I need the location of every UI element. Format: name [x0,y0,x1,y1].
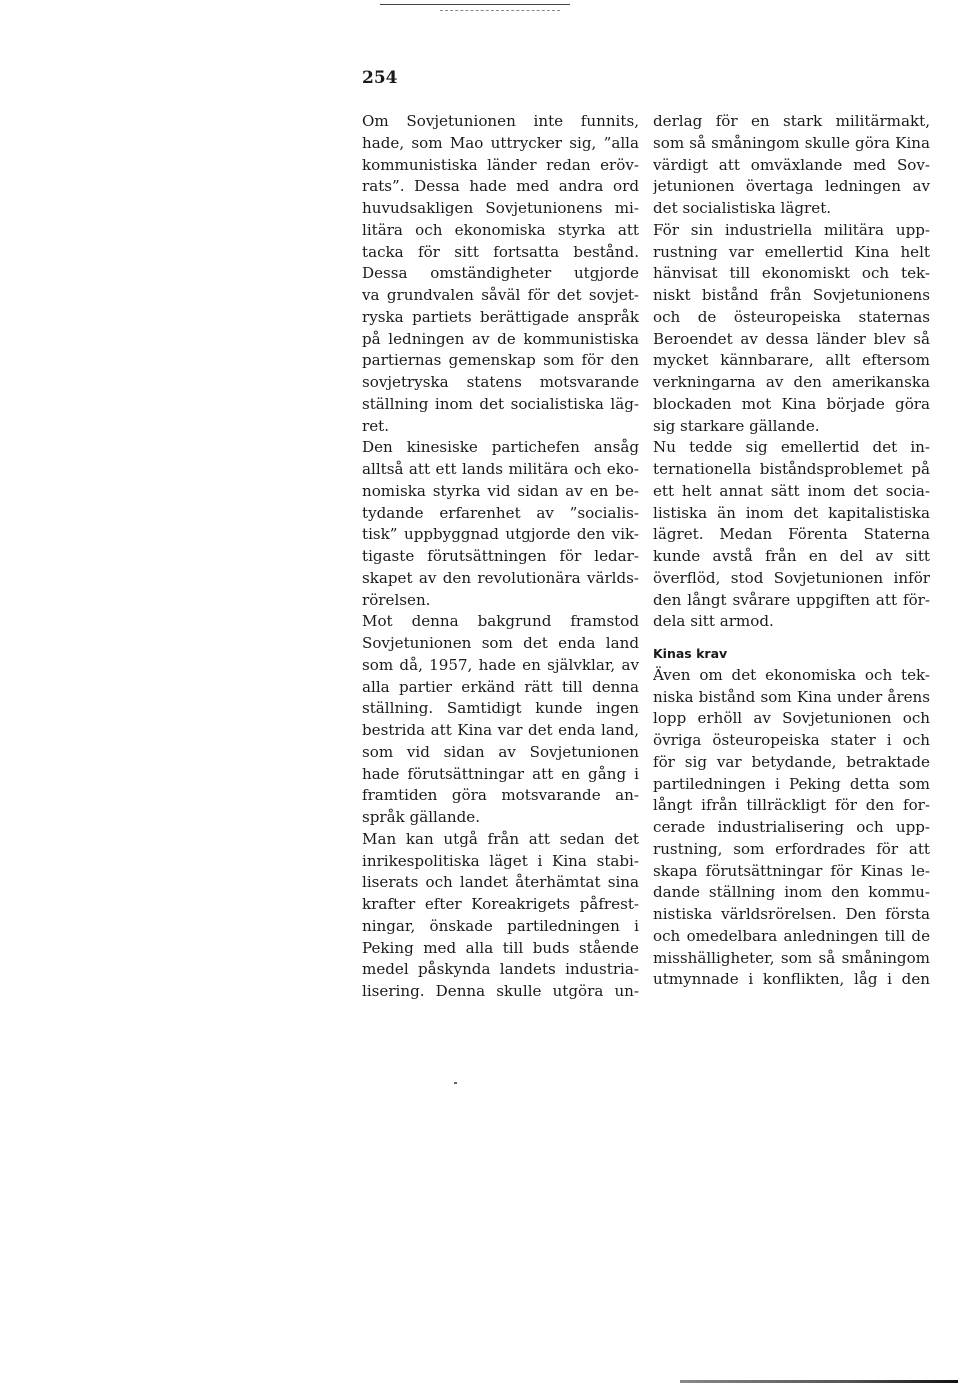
text-line: kommunistiska länder redan eröv- [362,155,639,174]
text-line: hade förutsättningar att en gång i [362,764,639,783]
text-line: den långt svårare uppgiften att för- [653,590,930,609]
text-line: Även om det ekonomiska och tek- [653,665,930,684]
text-line: blockaden mot Kina började göra [653,394,930,413]
text-line: Mot denna bakgrund framstod [362,612,639,631]
text-line: som vid sidan av Sovjetunionen [362,742,639,761]
text-line: skapa förutsättningar för Kinas le- [653,861,930,880]
text-line: på ledningen av de kommunistiska [362,329,639,348]
text-line: utmynnade i konflikten, låg i den [653,970,930,989]
text-line: cerade industrialisering och upp- [653,818,930,836]
text-line: dande ställning inom den kommu- [653,883,930,902]
top-scan-rule-faint [440,10,560,11]
text-line: niska bistånd som Kina under årens [653,687,930,706]
text-line: lisering. Denna skulle utgöra un- [362,982,639,1000]
text-line: tydande erfarenhet av ”socialis- [362,503,639,522]
text-line: värdigt att omväxlande med Sov- [653,155,930,174]
text-line: språk gällande. [362,808,480,826]
text-line: kunde avstå från en del av sitt [653,547,930,565]
text-line: listiska än inom det kapitalistiska [653,503,930,522]
text-line: För sin industriella militära upp- [653,220,930,239]
text-line: derlag för en stark militärmakt, [653,112,930,130]
scan-speck [454,1082,457,1084]
text-line: liserats och landet återhämtat sina [362,873,639,892]
text-line: ställning. Samtidigt kunde ingen [362,699,639,718]
text-line: bestrida att Kina var det enda land, [362,721,639,739]
text-line: Beroendet av dessa länder blev så [653,329,930,348]
text-line: misshälligheter, som så småningom [653,948,930,967]
text-line: mycket kännbarare, allt eftersom [653,351,930,370]
text-line: Den kinesiske partichefen ansåg [362,438,639,457]
text-line: framtiden göra motsvarande an- [362,786,639,805]
text-line: tacka för sitt fortsatta bestånd. [362,242,639,261]
text-line: överflöd, stod Sovjetunionen inför [653,568,930,587]
section-heading: Kinas krav [653,646,728,661]
text-line: va grundvalen såväl för det sovjet- [362,286,639,304]
text-line: rustning var emellertid Kina helt [653,242,930,261]
text-line: hade, som Mao uttrycker sig, ”alla [362,133,639,152]
text-line: skapet av den revolutionära världs- [362,568,639,587]
text-line: sovjetryska statens motsvarande [362,373,639,391]
top-scan-rule [380,4,570,5]
text-line: Om Sovjetunionen inte funnits, [362,112,639,130]
text-line: alltså att ett lands militära och eko- [362,460,639,478]
text-line: tisk” uppbyggnad utgjorde den vik- [362,525,639,544]
text-line: ett helt annat sätt inom det socia- [653,481,930,500]
text-line: medel påskynda landets industria- [362,960,639,979]
text-line: ret. [362,416,390,435]
text-line: ternationella biståndsproblemet på [653,460,930,478]
right-column-upper-text [653,111,930,633]
text-line: rats”. Dessa hade med andra ord [362,177,639,196]
text-line: niskt bistånd från Sovjetunionens [653,286,930,304]
text-line: partiledningen i Peking detta som [653,774,930,793]
text-line: som så småningom skulle göra Kina [653,133,930,152]
text-line: tigaste förutsättningen för ledar- [362,547,639,565]
text-line: ryska partiets berättigade anspråk [362,307,639,326]
text-line: dela sitt armod. [653,612,774,631]
left-text-column [362,111,639,1003]
text-line: sig starkare gällande. [653,416,820,435]
text-line: verkningarna av den amerikanska [653,373,930,391]
text-line: alla partier erkänd rätt till denna [362,677,639,696]
right-text-column [653,111,930,991]
right-column-lower-text [653,665,930,991]
text-line: övriga östeuropeiska stater i och [653,731,930,749]
text-line: det socialistiska lägret. [653,199,832,217]
text-line: lägret. Medan Förenta Staterna [653,525,930,544]
text-line: jetunionen övertaga ledningen av [653,177,930,196]
text-line: krafter efter Koreakrigets påfrest- [362,895,639,913]
text-line: nomiska styrka vid sidan av en be- [362,481,639,500]
text-line: för sig var betydande, betraktade [653,752,930,771]
text-line: Man kan utgå från att sedan det [362,829,639,848]
text-line: partiernas gemenskap som för den [362,351,639,370]
text-line: ställning inom det socialistiska läg- [362,394,639,413]
text-line: ningar, önskade partiledningen i [362,916,639,935]
bottom-scan-rule [680,1380,958,1383]
text-line: och omedelbara anledningen till de [653,926,930,945]
text-line: långt ifrån tillräckligt för den for- [653,796,930,815]
text-line: nistiska världsrörelsen. Den första [653,905,930,923]
text-line: Dessa omständigheter utgjorde [362,264,639,283]
text-line: som då, 1957, hade en självklar, av [362,655,639,674]
page-number: 254 [362,68,398,88]
text-line: Nu tedde sig emellertid det in- [653,438,930,457]
text-line: huvudsakligen Sovjetunionens mi- [362,199,639,217]
text-line: och de östeuropeiska staternas [653,307,930,326]
text-line: rustning, som erfordrades för att [653,839,930,858]
text-line: lopp erhöll av Sovjetunionen och [653,709,930,728]
text-line: inrikespolitiska läget i Kina stabi- [362,851,639,870]
text-line: hänvisat till ekonomiskt och tek- [653,264,930,283]
text-line: Sovjetunionen som det enda land [362,634,639,652]
text-line: Peking med alla till buds stående [362,938,639,957]
text-line: litära och ekonomiska styrka att [362,220,639,239]
text-line: rörelsen. [362,590,431,609]
